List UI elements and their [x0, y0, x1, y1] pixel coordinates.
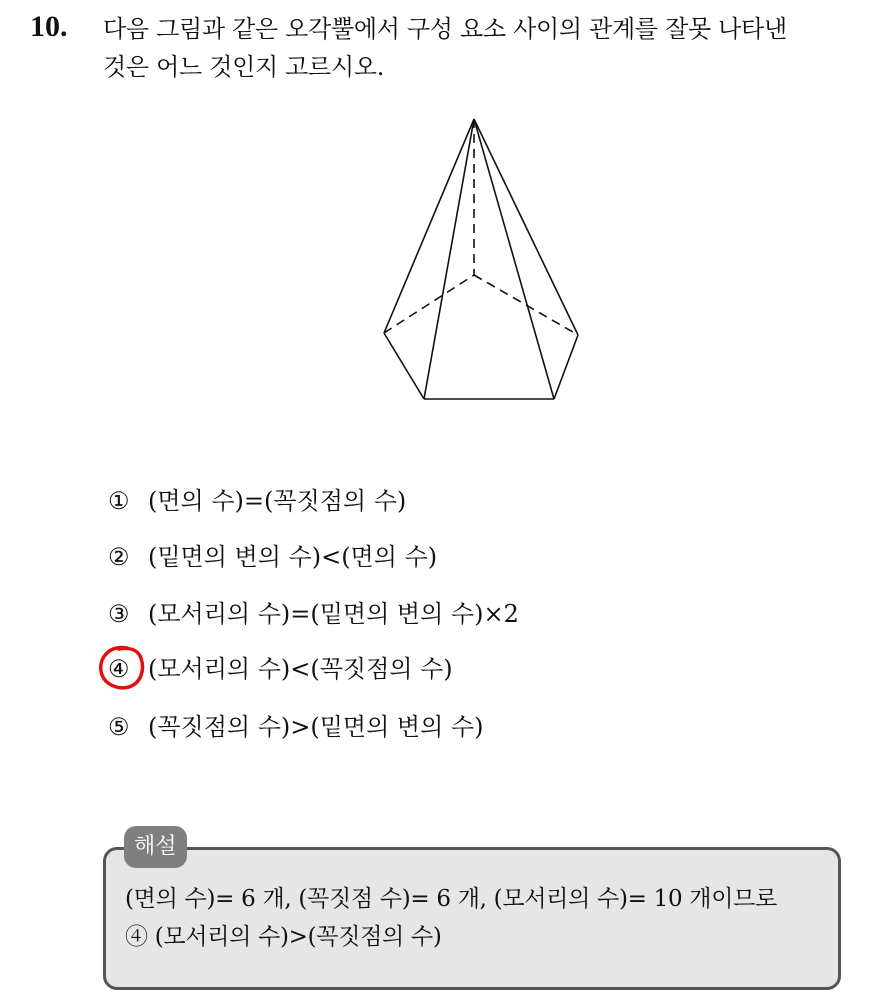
- choice-4[interactable]: [108, 652, 453, 686]
- choice-2-text: (밑면의 변의 수)<(면의 수): [148, 543, 438, 571]
- choice-1-text: (면의 수)=(꼭짓점의 수): [148, 487, 407, 515]
- edge-apex-left: [384, 119, 474, 333]
- choice-3-mark: ③: [108, 600, 130, 628]
- solution-line-2: ④ (모서리의 수)>(꼭짓점의 수): [125, 924, 442, 950]
- choice-4-mark: ④: [108, 655, 130, 683]
- solution-tab: 해설: [124, 826, 187, 868]
- question-text: [103, 10, 873, 86]
- base-edge-right: [554, 335, 578, 399]
- choice-3-text: (모서리의 수)=(밑면의 변의 수)×2: [148, 600, 519, 628]
- answer-circle-mark: [97, 644, 147, 692]
- choice-4-text: (모서리의 수)<(꼭짓점의 수): [148, 655, 453, 683]
- solution-line-1: (면의 수)= 6 개, (꼭짓점 수)= 6 개, (모서리의 수)= 10 개이므로: [125, 886, 777, 912]
- solution-text: [125, 880, 835, 956]
- choice-1-mark: ①: [108, 487, 130, 515]
- choice-3[interactable]: [108, 597, 519, 631]
- pentagonal-pyramid-figure: [370, 105, 600, 415]
- choice-2[interactable]: [108, 540, 437, 574]
- choice-5-mark: ⑤: [108, 713, 130, 741]
- question-line-1: 다음 그림과 같은 오각뿔에서 구성 요소 사이의 관계를 잘못 나타낸: [103, 15, 787, 43]
- hidden-base-edge-left: [384, 275, 474, 333]
- question-line-2: 것은 어느 것인지 고르시오.: [103, 53, 385, 81]
- choice-5-text: (꼭짓점의 수)>(밑면의 변의 수): [148, 713, 484, 741]
- base-edge-left: [384, 333, 424, 399]
- choice-2-mark: ②: [108, 543, 130, 571]
- hidden-base-edge-right: [474, 275, 578, 335]
- choice-1[interactable]: [108, 484, 406, 518]
- choice-5[interactable]: [108, 710, 483, 744]
- edge-apex-front-left: [424, 119, 474, 399]
- question-number: 10.: [30, 10, 68, 43]
